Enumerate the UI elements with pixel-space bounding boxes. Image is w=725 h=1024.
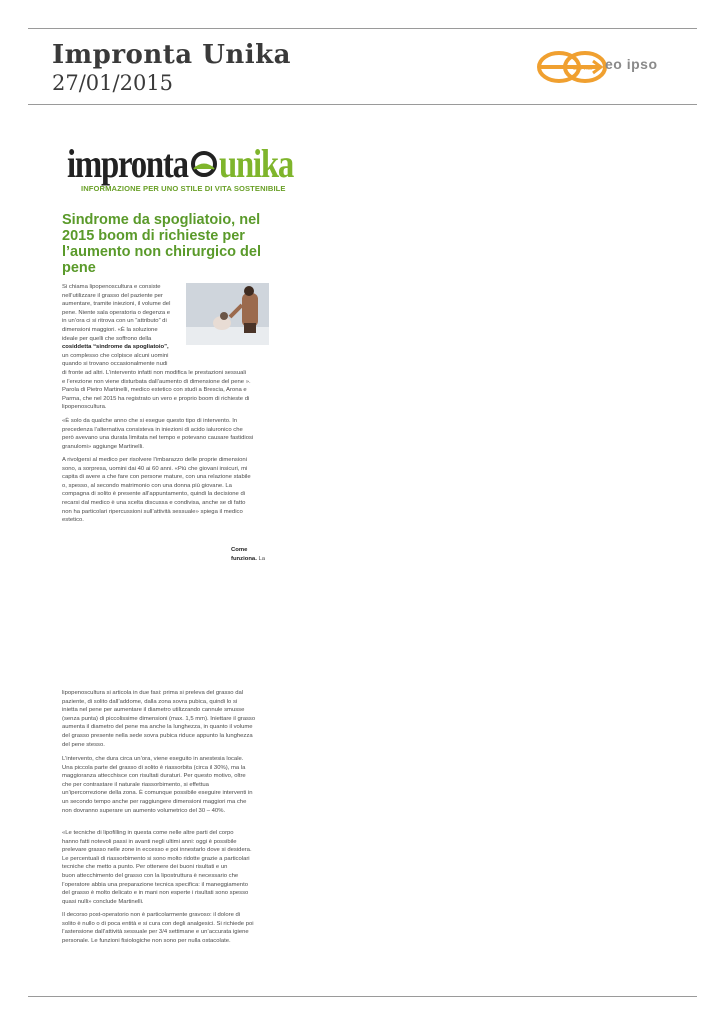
p7-line: solito è nullo o di poca entità e si cura con degli analgesici. Si richiede poi <box>62 920 254 927</box>
p4-line: paziente, di solito dall’addome, dalla zona sovra pubica, quindi lo si <box>62 698 238 705</box>
p1-tail-line: e l’erezione non viene disturbata dall’aumento di dimensione del pene ». <box>62 378 251 385</box>
p3-line: estetico. <box>62 517 84 524</box>
p5-line: che per contrastare il naturale riassorbimento, si effettua <box>62 781 209 788</box>
p1-tail-line: Parola di Pietro Martinelli, medico estetico con studi a Brescia, Arona e <box>62 387 247 394</box>
p6-line: buon attecchimento del grasso con la lipostruttura è necessario che <box>62 872 239 879</box>
p4-line: lipopenoscultura si articola in due fasi: prima si preleva del grasso dal <box>62 690 244 696</box>
p7-line: Il decorso post-operatorio non è particolarmente gravoso: il dolore di <box>62 912 241 918</box>
p3-line: capita di avere a che fare con persone mature, con una relazione stabile <box>62 474 251 481</box>
p1-line: Si chiama lipopenoscultura e consiste <box>62 284 161 290</box>
article-paragraph-2 <box>62 417 272 451</box>
header-rule <box>28 104 697 105</box>
publication-tagline: INFORMAZIONE PER UNO STILE DI VITA SOSTENIBILE <box>81 184 286 193</box>
p4-line: del pene stesso. <box>62 741 105 748</box>
p1-line: nell’utilizzare il grasso del paziente per <box>62 292 163 299</box>
p5-line: maggioranza attecchisce con risultati duraturi. Per questo motivo, oltre <box>62 773 246 780</box>
p3-line: o, spesso, al secondo matrimonio con una donna più giovane. La <box>62 482 232 489</box>
p1-line: quando si trovano occasionalmente nudi <box>62 361 168 368</box>
p1-line: in un’ora ci si ritrova con un “attributo” di <box>62 318 167 325</box>
page-title: Impronta Unika <box>52 40 292 70</box>
top-rule <box>28 28 697 29</box>
p2-line: precedenza l’alternativa consisteva in iniezioni di acido ialuronico che <box>62 426 243 433</box>
p6-line: tecniche che metto a punto. Per ottenere dei buoni risultati e un <box>62 864 228 871</box>
p6-line: prelevare grasso nelle zone in eccesso e poi innestarlo dove si desidera. <box>62 847 252 854</box>
p6-line: hanno fatti notevoli passi in avanti negli ultimi anni: oggi è possibile <box>62 838 237 845</box>
article-paragraph-5 <box>62 755 277 815</box>
p2-line: però avevano una durata limitata nel tempo e potevano causare fastidiosi <box>62 435 254 442</box>
p1-tail-line: Parma, che nel 2015 ha registrato un vero e proprio boom di richieste di <box>62 395 250 402</box>
p5-line: un’ipercorrezione della zona. È comunque possibile eseguire interventi in <box>62 790 253 797</box>
come-line-1: Come <box>231 547 248 553</box>
p3-line: A rivolgersi al medico per risolvere l’imbarazzo delle proprie dimensioni <box>62 457 247 463</box>
publication-name-part2: unika <box>219 141 294 186</box>
section-come-funziona <box>231 546 281 563</box>
p5-line: Una piccola parte del grasso di solito è riassorbita (circa il 30%), ma la <box>62 764 246 771</box>
p2-line: granulomi» aggiunge Martinelli. <box>62 443 144 450</box>
article-paragraph-4 <box>62 689 277 749</box>
p6-line: del grasso è molto delicato e in mani non esperte i risultati sono spesso <box>62 890 249 897</box>
p5-line: non dovranno superare un aumento volumetrico del 30 – 40%. <box>62 807 226 814</box>
p3-line: sono, a sorpresa, uomini dai 40 ai 60 anni. «Più che giovani insicuri, mi <box>62 465 248 472</box>
come-line-2: funziona. <box>231 555 257 562</box>
article-headline: Sindrome da spogliatoio, nel 2015 boom di richieste per l’aumento non chirurgico del pene <box>62 212 261 276</box>
p7-line: l’astensione dall’attività sessuale per 3/4 settimane e un’accurata igiene <box>62 929 249 936</box>
p5-line: L’intervento, che dura circa un’ora, viene eseguito in anestesia locale. <box>62 756 244 762</box>
p1-line: aumentare, tramite iniezioni, il volume del <box>62 301 171 308</box>
eo-ipso-text: eo ipso <box>605 56 658 72</box>
article-paragraph-3 <box>62 456 272 525</box>
footer-rule <box>28 996 697 997</box>
p1-line: cosiddetta “sindrome da spogliatoio”, <box>62 344 169 351</box>
p2-line: «È solo da qualche anno che si esegue questo tipo di intervento. In <box>62 418 238 424</box>
p1-tail-line: di fronte ad altri. L’intervento infatti non modifica le prestazioni sessuali <box>62 370 247 376</box>
p1-line: pene. Niente sala operatoria o degenza e <box>62 309 171 316</box>
publication-logo-mark <box>190 150 218 183</box>
article-paragraph-1 <box>62 283 184 369</box>
p4-line: inietta nel pene per aumentare il diametro utilizzando cannule smusse <box>62 707 245 714</box>
page-date: 27/01/2015 <box>52 71 174 95</box>
p4-line: del grasso presente nella sede sovra pubica riduce appunto la lunghezza <box>62 732 253 739</box>
p3-line: compagna di solito è presente all’appuntamento, quindi la decisione di <box>62 491 246 498</box>
p3-line: recarsi dal medico è una scelta discussa e condivisa, anche se di fatto <box>62 499 246 506</box>
p1-tail-line: lipopenoscultura. <box>62 404 107 411</box>
article-paragraph-1-tail <box>62 369 272 412</box>
p6-line: Le percentuali di riassorbimento si sono molto ridotte grazie a particolari <box>62 855 250 862</box>
p1-line: dimensioni maggiori. «È la soluzione <box>62 326 158 333</box>
p3-line: non ha particolari ripercussioni sull’attività sessuale» spiega il medico <box>62 508 243 515</box>
article-paragraph-6 <box>62 829 277 906</box>
article-photo <box>186 283 269 345</box>
p5-line: un secondo tempo anche per raggiungere dimensioni maggiori ma che <box>62 798 247 805</box>
come-line-3: La <box>258 555 266 562</box>
p6-line: quasi nulli» conclude Martinelli. <box>62 898 144 905</box>
p6-line: l’operatore abbia una preparazione tecnica specifica: il maneggiamento <box>62 881 248 888</box>
p1-line: un complesso che colpisce alcuni uomini <box>62 352 169 359</box>
p1-line: ideale per quelli che soffrono della <box>62 335 152 342</box>
p7-line: personale. Le funzioni fisiologiche non sono per nulla ostacolate. <box>62 937 231 944</box>
publication-name-part1: impronta <box>67 141 188 186</box>
article-paragraph-7 <box>62 911 277 945</box>
eo-ipso-since: since 1988 <box>573 66 593 71</box>
p4-line: aumenta il diametro del pene ma anche la lunghezza, in quanto il volume <box>62 724 253 731</box>
p4-line: (senza punta) di piccolissime dimensioni (max. 1,5 mm). Iniettare il grasso <box>62 715 256 722</box>
p6-line: «Le tecniche di lipofilling in questa come nelle altre parti del corpo <box>62 830 234 836</box>
